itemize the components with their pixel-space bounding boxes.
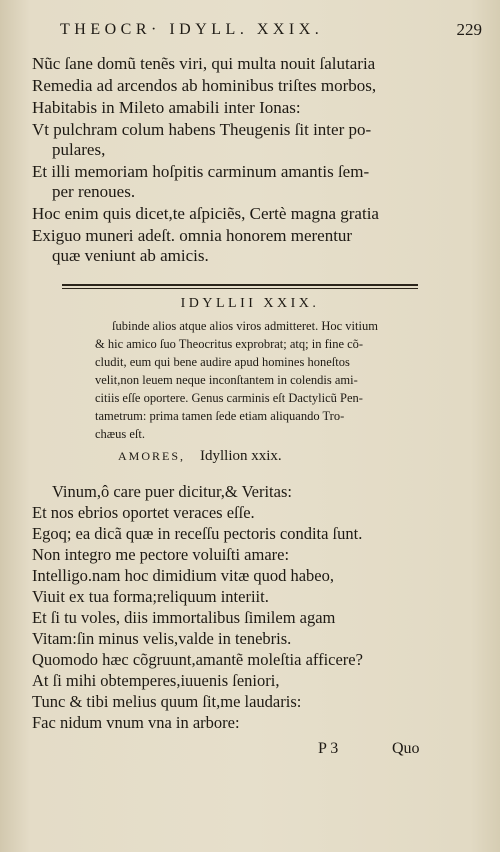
verse-line: Remedia ad arcendos ab hominibus triſtes morbos, (32, 76, 377, 95)
argument-line: cludit, eum qui bene audire apud homines honeſtos (95, 355, 350, 369)
poem-heading-caps: AMORES, (118, 449, 186, 463)
poem-line: Et ſi tu voles, diis immortalibus ſimilem agam (32, 608, 336, 627)
verse-line: Et illi memoriam hoſpitis carminum amantis ſem- (32, 162, 370, 181)
argument-line: chæus eſt. (95, 427, 145, 441)
poem-line: Egoq; ea dicã quæ in receſſu pectoris condita ſunt. (32, 524, 363, 543)
poem-heading (118, 448, 282, 465)
poem-line: Quomodo hæc cõgruunt,amantẽ moleſtia afficere? (32, 650, 363, 669)
poem-line: Non integro me pectore voluiſti amare: (32, 545, 290, 564)
running-head-title: THEOCR· IDYLL. XXIX. (60, 21, 324, 38)
poem-line: At ſi mihi obtemperes,iuuenis ſeniori, (32, 671, 280, 690)
verse-line: per renoues. (52, 182, 136, 201)
poem-line: Vinum,ô care puer dicitur,& Veritas: (52, 482, 292, 501)
poem-line: Intelligo.nam hoc dimidium vitæ quod habeo, (32, 566, 335, 585)
poem-line: Viuit ex tua forma;reliquum interiit. (32, 587, 269, 606)
section-rule-thin (62, 288, 418, 289)
section-rule (62, 284, 418, 286)
argument-line: velit,non leuem neque inconſtantem in colendis ami- (95, 373, 358, 387)
poem-line: Fac nidum vnum vna in arbore: (32, 713, 240, 732)
argument-line: tametrum: prima tamen ſede etiam aliquando Tro- (95, 409, 345, 423)
poem-heading-title: Idyllion xxix. (200, 448, 282, 464)
verse-line: pulares, (52, 140, 106, 159)
argument-line: & hic amico ſuo Theocritus exprobrat; atq; in fine cõ- (95, 337, 364, 351)
catchword: Quo (392, 740, 420, 757)
signature-mark: P 3 (318, 740, 339, 757)
verse-line: Hoc enim quis dicet,te aſpiciẽs, Certè magna gratia (32, 204, 379, 223)
verse-line: Habitabis in Mileto amabili inter Ionas: (32, 98, 301, 117)
verse-line: Nũc ſane domũ tenẽs viri, qui multa nouit ſalutaria (32, 54, 376, 73)
page-number: 229 (456, 20, 482, 39)
poem-line: Tunc & tibi melius quum ſit,me laudaris: (32, 692, 302, 711)
argument-heading: IDYLLII XXIX. (180, 296, 320, 311)
argument-line: citiis eſſe oportere. Genus carminis eſt Dactylicũ Pen- (95, 391, 363, 405)
argument-line: ſubinde alios atque alios viros admitteret. Hoc vitium (112, 319, 378, 333)
running-head (60, 21, 482, 47)
verse-line: quæ veniunt ab amicis. (52, 246, 209, 265)
verse-line: Vt pulchram colum habens Theugenis ſit inter po- (32, 120, 372, 139)
poem-line: Et nos ebrios oportet veraces eſſe. (32, 503, 255, 522)
verse-line: Exiguo muneri adeſt. omnia honorem merentur (32, 226, 353, 245)
poem-line: Vitam:ſin minus velis,valde in tenebris. (32, 629, 292, 648)
